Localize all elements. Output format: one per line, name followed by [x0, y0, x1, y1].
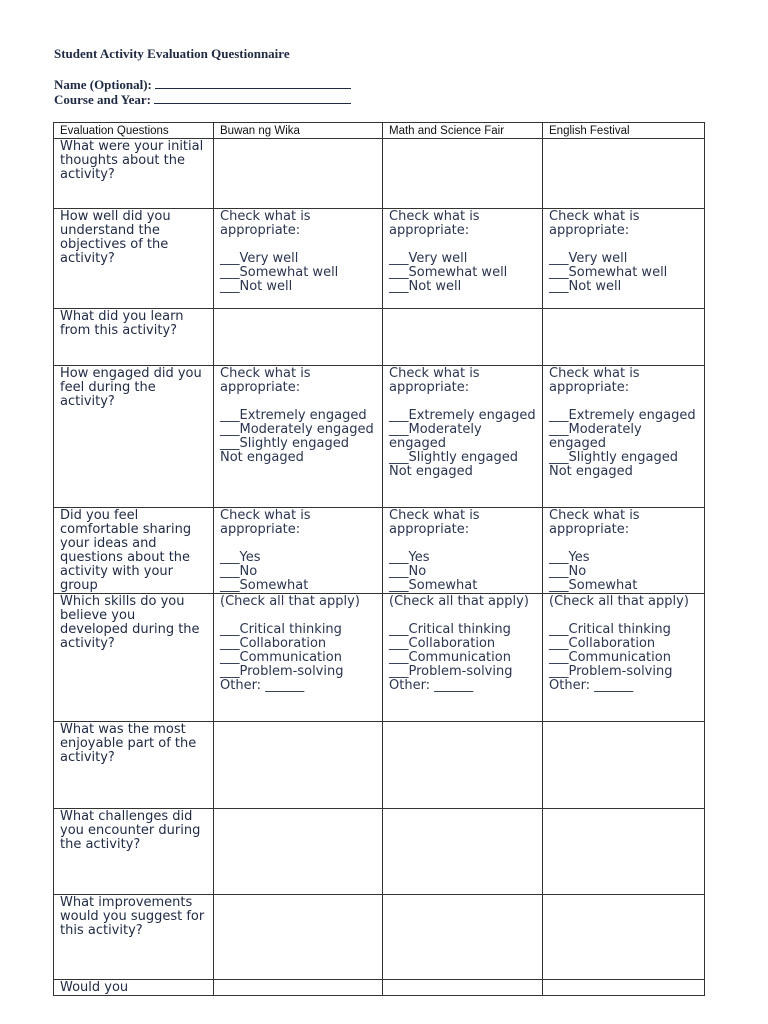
table-row	[54, 309, 705, 366]
course-line	[54, 92, 351, 108]
table-row	[54, 366, 705, 508]
question-cell: Would you	[54, 980, 214, 996]
table-row	[54, 594, 705, 722]
answer-cell[interactable]	[214, 809, 383, 895]
answer-cell[interactable]	[383, 980, 543, 996]
answer-cell[interactable]: Check what is appropriate: ___Very well ___Somewhat well ___Not well	[214, 209, 383, 309]
answer-cell[interactable]: Check what is appropriate: ___Yes ___No ___Somewhat	[214, 508, 383, 594]
answer-cell[interactable]	[214, 309, 383, 366]
question-cell: What was the most enjoyable part of the activity?	[54, 722, 214, 809]
answer-cell[interactable]	[543, 895, 705, 980]
answer-cell[interactable]	[543, 980, 705, 996]
answer-cell[interactable]: (Check all that apply) ___Critical thinking ___Collaboration ___Communication ___Problem-solving Other: ______	[543, 594, 705, 722]
question-cell: Which skills do you believe you developed during the activity?	[54, 594, 214, 722]
answer-cell[interactable]: Check what is appropriate: ___Extremely engaged ___Moderately engaged ___Slightly engaged Not engaged	[383, 366, 543, 508]
table-row	[54, 722, 705, 809]
answer-cell[interactable]	[383, 722, 543, 809]
course-label: Course and Year:	[54, 92, 152, 107]
table-row	[54, 209, 705, 309]
answer-cell[interactable]	[543, 722, 705, 809]
answer-cell[interactable]: Check what is appropriate: ___Very well ___Somewhat well ___Not well	[383, 209, 543, 309]
table-header-row	[54, 123, 705, 139]
answer-cell[interactable]: Check what is appropriate: ___Very well ___Somewhat well ___Not well	[543, 209, 705, 309]
question-cell: How engaged did you feel during the activity?	[54, 366, 214, 508]
table-row	[54, 139, 705, 209]
answer-cell[interactable]	[214, 980, 383, 996]
question-cell: What did you learn from this activity?	[54, 309, 214, 366]
answer-cell[interactable]	[383, 895, 543, 980]
question-cell: Did you feel comfortable sharing your ideas and questions about the activity with your group	[54, 508, 214, 594]
answer-cell[interactable]	[543, 139, 705, 209]
question-cell: How well did you understand the objectives of the activity?	[54, 209, 214, 309]
answer-cell[interactable]	[214, 139, 383, 209]
answer-cell[interactable]: Check what is appropriate: ___Extremely engaged ___Moderately engaged ___Slightly engaged Not engaged	[214, 366, 383, 508]
answer-cell[interactable]	[383, 309, 543, 366]
answer-cell[interactable]	[383, 809, 543, 895]
answer-cell[interactable]: Check what is appropriate: ___Extremely engaged ___Moderately engaged ___Slightly engaged Not engaged	[543, 366, 705, 508]
answer-cell[interactable]: (Check all that apply) ___Critical thinking ___Collaboration ___Communication ___Problem-solving Other: ______	[214, 594, 383, 722]
header-english-festival: English Festival	[543, 123, 705, 139]
table-row	[54, 508, 705, 594]
answer-cell[interactable]: Check what is appropriate: ___Yes ___No ___Somewhat	[543, 508, 705, 594]
header-evaluation-questions: Evaluation Questions	[54, 123, 214, 139]
course-blank[interactable]	[154, 92, 351, 104]
question-cell: What improvements would you suggest for this activity?	[54, 895, 214, 980]
evaluation-table	[53, 122, 705, 996]
answer-cell[interactable]	[543, 809, 705, 895]
answer-cell[interactable]: Check what is appropriate: ___Yes ___No ___Somewhat	[383, 508, 543, 594]
answer-cell[interactable]	[383, 139, 543, 209]
table-row	[54, 895, 705, 980]
table-row	[54, 809, 705, 895]
answer-cell[interactable]: (Check all that apply) ___Critical thinking ___Collaboration ___Communication ___Problem-solving Other: ______	[383, 594, 543, 722]
document-title: Student Activity Evaluation Questionnaire	[54, 46, 290, 61]
header-math-science-fair: Math and Science Fair	[383, 123, 543, 139]
answer-cell[interactable]	[543, 309, 705, 366]
name-label: Name (Optional):	[54, 77, 152, 92]
answer-cell[interactable]	[214, 722, 383, 809]
name-line	[54, 77, 351, 93]
table-row	[54, 980, 705, 996]
answer-cell[interactable]	[214, 895, 383, 980]
header-buwan-ng-wika: Buwan ng Wika	[214, 123, 383, 139]
name-blank[interactable]	[155, 77, 351, 89]
question-cell: What were your initial thoughts about the activity?	[54, 139, 214, 209]
question-cell: What challenges did you encounter during the activity?	[54, 809, 214, 895]
